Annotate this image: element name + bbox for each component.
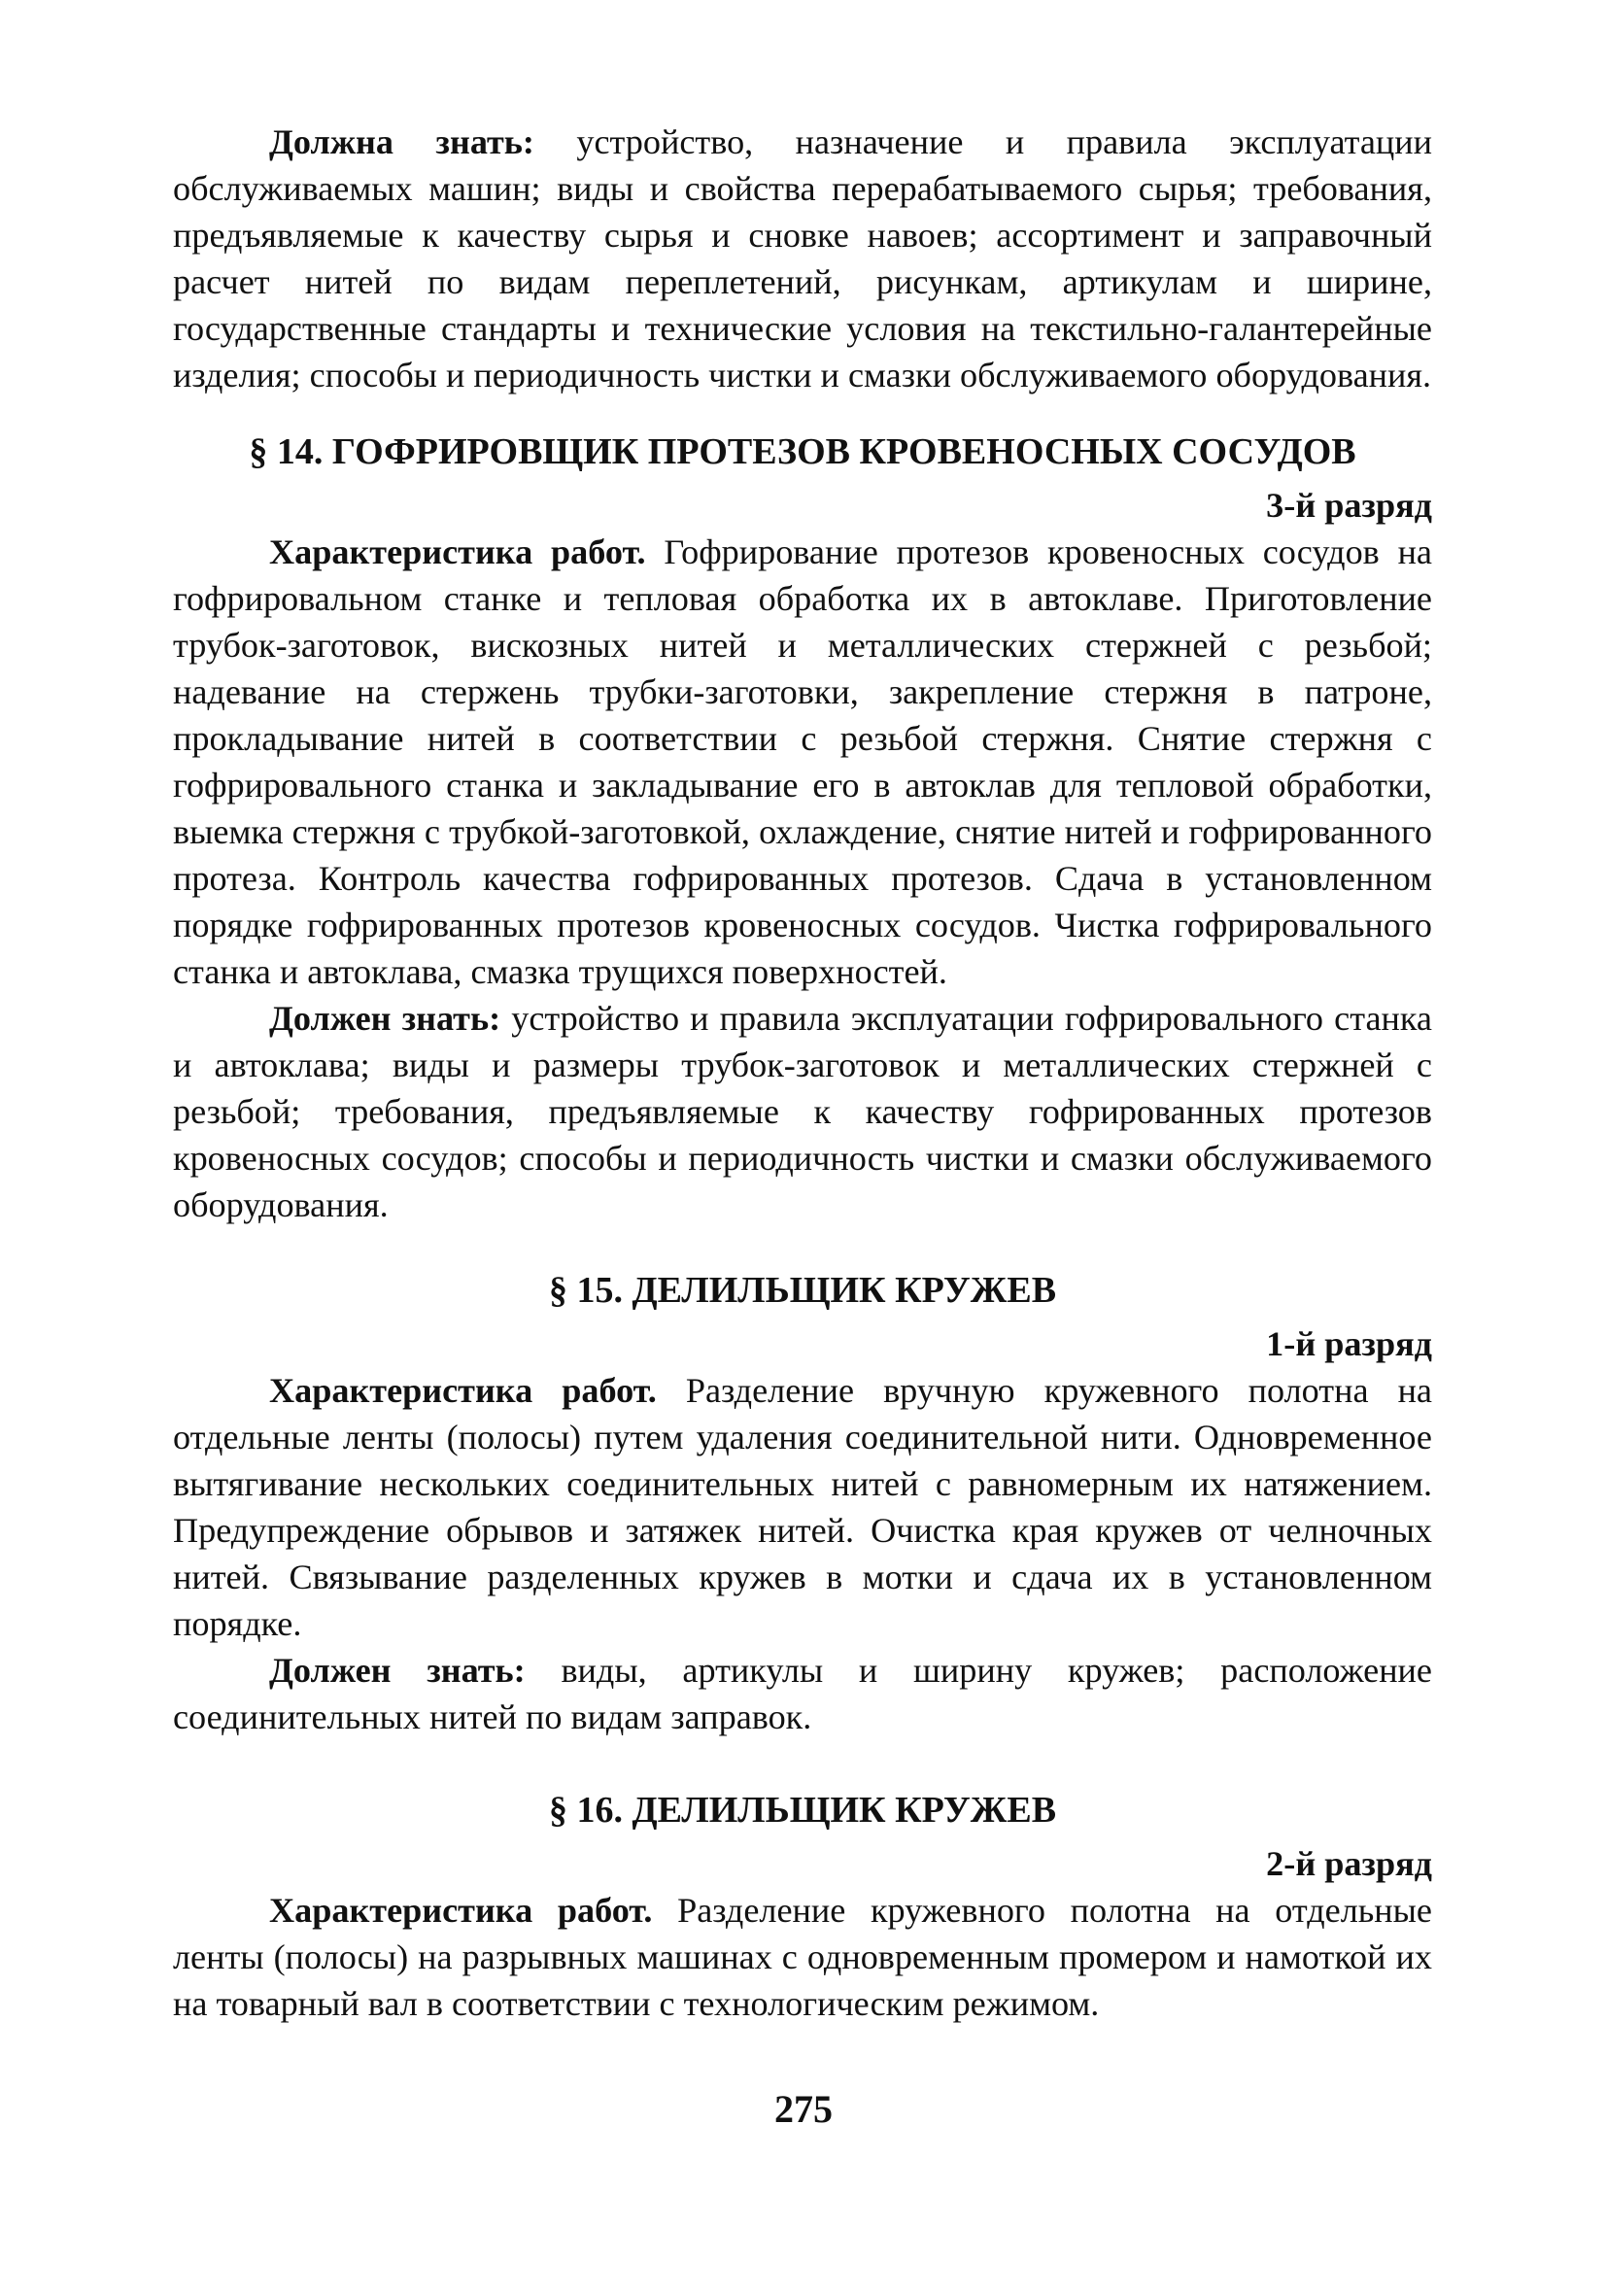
intro-lead: Должна знать:: [269, 122, 534, 161]
intro-paragraph: [173, 119, 1432, 398]
section-14-characteristics: [173, 529, 1432, 995]
intro-text: устройство, назначение и правила эксплуатации обслуживаемых машин; виды и свойства перерабатываемого сырья; требования, предъявляемые к качеству сырья и сновке навоев; ассортимент и заправочный расчет нитей по видам переплетений, рисункам, артикулам и ширине, государственные стандарты и технические условия на текстильно-галантерейные изделия; способы и периодичность чистки и смазки обслуживаемого оборудования.: [173, 122, 1432, 394]
section-15-characteristics: [173, 1367, 1432, 1647]
section-15-char-text: Разделение вручную кружевного полотна на отдельные ленты (полосы) путем удаления соединительной нити. Одновременное вытягивание нескольких соединительных нитей с равномерным их натяжением. Предупреждение обрывов и затяжек нитей. Очистка края кружев от челночных нитей. Связывание разделенных кружев в мотки и сдача их в установленном порядке.: [173, 1371, 1432, 1643]
page-number: 275: [774, 2087, 833, 2131]
section-16-heading: § 16. ДЕЛИЛЬЩИК КРУЖЕВ: [548, 1790, 1057, 1831]
section-15-knowledge: [173, 1647, 1432, 1740]
section-15-heading: § 15. ДЕЛИЛЬЩИК КРУЖЕВ: [548, 1270, 1057, 1311]
section-15-know-lead: Должен знать:: [269, 1651, 526, 1690]
section-14-heading: § 14. ГОФРИРОВЩИК ПРОТЕЗОВ КРОВЕНОСНЫХ СОСУДОВ: [249, 431, 1356, 472]
section-14-knowledge: [173, 995, 1432, 1228]
section-14-char-text: Гофрирование протезов кровеносных сосудов на гофрировальном станке и тепловая обработка их в автоклаве. Приготовление трубок-заготовок, вискозных нитей и металлических стержней с резьбой; надевание на стержень трубки-заготовки, закрепление стержня в патроне, прокладывание нитей в соответствии с резьбой стержня. Снятие стержня с гофрировального станка и закладывание его в автоклав для тепловой обработки, выемка стержня с трубкой-заготовкой, охлаждение, снятие нитей и гофрированного протеза. Контроль качества гофрированных протезов. Сдача в установленном порядке гофрированных протезов кровеносных сосудов. Чистка гофрировального станка и автоклава, смазка трущихся поверхностей.: [173, 532, 1432, 991]
section-14-char-lead: Характеристика работ.: [269, 532, 646, 571]
section-14-rank: 3-й разряд: [1266, 486, 1432, 525]
section-16-char-lead: Характеристика работ.: [269, 1891, 653, 1930]
section-14-know-lead: Должен знать:: [269, 999, 501, 1038]
document-page: [173, 119, 1432, 2027]
section-16-rank: 2-й разряд: [1266, 1844, 1432, 1883]
section-16-characteristics: [173, 1887, 1432, 2027]
section-16-char-text: Разделение кружевного полотна на отдельные ленты (полосы) на разрывных машинах с одновременным промером и намоткой их на товарный вал в соответствии с технологическим режимом.: [173, 1891, 1432, 2023]
section-15-rank: 1-й разряд: [1266, 1324, 1432, 1363]
section-15-char-lead: Характеристика работ.: [269, 1371, 657, 1410]
section-14-know-text: устройство и правила эксплуатации гофрировального станка и автоклава; виды и размеры трубок-заготовок и металлических стержней с резьбой; требования, предъявляемые к качеству гофрированных протезов кровеносных сосудов; способы и периодичность чистки и смазки обслуживаемого оборудования.: [173, 999, 1432, 1224]
section-15-know-text: виды, артикулы и ширину кружев; расположение соединительных нитей по видам заправок.: [173, 1651, 1432, 1736]
